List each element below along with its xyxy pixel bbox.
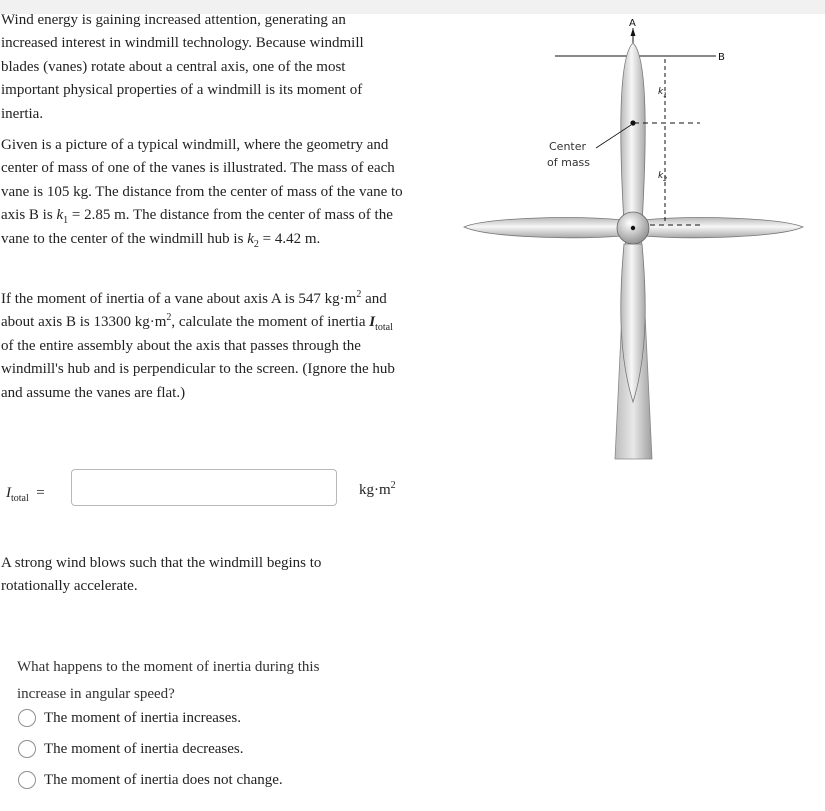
option-label: The moment of inertia increases. [44,709,242,726]
option-decreases[interactable] [18,737,244,761]
exponent-1: 2 [356,289,362,300]
radio-increases[interactable] [18,709,36,727]
question-text-d: of the entire assembly about the axis that passes through the windmill's hub and is perpendicular to the screen. (Ignore the hub and assume the vanes are flat.) [1,337,395,401]
option-label: The moment of inertia decreases. [44,740,244,757]
k2-symbol: k [247,230,254,247]
option-increases[interactable] [18,706,241,730]
intro-paragraph: Wind energy is gaining increased attention, generating an increased interest in windmill technology. Because windmill blades (vanes) rotate about a central axis, one of the most important physical properties of a windmill is its moment of inertia. [1,12,364,122]
k1-symbol: k [56,207,64,224]
question-paragraph [1,288,406,405]
question-text-b: and about axis B is 13300 kg·m [1,291,387,331]
k1-subscript: 1 [63,215,69,227]
wind-paragraph: A strong wind blows such that the windmill begins to rotationally accelerate. [1,555,322,595]
question-text-a: If the moment of inertia of a vane about axis A is 547 kg·m [1,291,357,307]
answer-sub: total [11,493,29,504]
given-paragraph [1,134,406,251]
exponent-2: 2 [166,312,172,324]
k2-label-sub: 2 [663,176,668,183]
mcq-question: What happens to the moment of inertia during this increase in angular speed? [17,659,320,702]
i-subscript: total [375,322,393,334]
vane-top [621,43,645,224]
windmill-diagram [460,10,810,462]
k1-label-var: k [658,87,664,97]
given-text-c: = 4.42 m. [258,230,321,247]
answer-unit [359,480,396,500]
answer-unit-text: kg·m [359,482,391,498]
k2-subscript: 2 [253,238,259,250]
radio-decreases[interactable] [18,740,36,758]
k1-label [658,87,667,99]
axis-b-label: B [718,52,725,63]
i-symbol: I [369,314,376,331]
given-text-a: Given is a picture of a typical windmill, where the geometry and center of mass of one of the vanes is illustrated. The mass of each vane is 105 kg. The distance from the center of mass of the vane to axis B is [1,137,403,224]
given-text-b: = 2.85 m. The distance from the center of mass of the vane to the center of the windmill hub is [1,207,393,247]
hub-center-dot [631,226,635,230]
axis-a-label: A [629,18,636,29]
k2-label-var: k [658,171,664,181]
k2-label [658,171,667,183]
answer-unit-exponent: 2 [390,480,396,491]
vane-left [464,218,623,238]
answer-label [6,483,45,503]
radio-no-change[interactable] [18,771,36,789]
com-label-line1: Center [549,140,587,153]
axis-a-arrow [631,28,636,36]
answer-input[interactable] [71,469,337,506]
option-no-change[interactable] [18,768,283,792]
option-label: The moment of inertia does not change. [44,771,283,788]
answer-equals: = [36,485,45,501]
answer-var: I [6,485,11,501]
question-text-c: , calculate the moment of inertia [171,314,370,331]
com-label-line2: of mass [547,156,591,169]
vane-right [643,218,803,238]
k1-label-sub: 1 [663,92,668,99]
